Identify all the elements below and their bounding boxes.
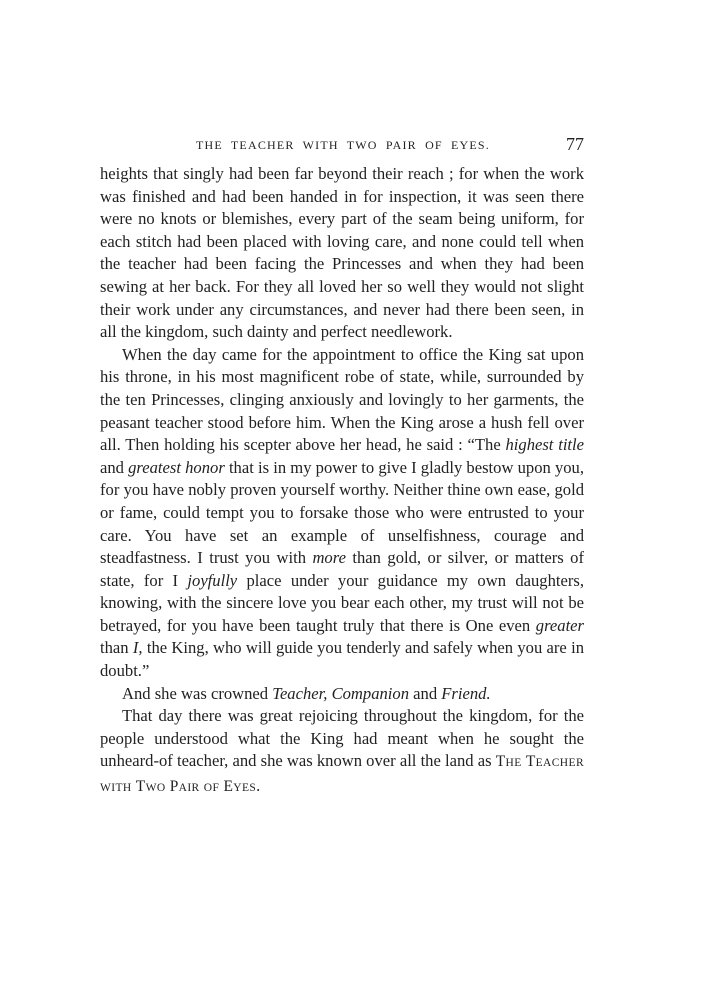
page-number: 77: [566, 134, 584, 154]
text-run: When the day came for the appointment to office the King sat upon his throne, in his most magnificent robe of state, while, surrounded by the ten Princesses, clinging anxiously and lovingly to her garments, the peasant teacher stood before him. When the King arose a hush fell over all. Then holding his scepter above her head, he said : “The: [100, 344, 584, 455]
text-run: than: [100, 638, 133, 658]
paragraph-3: [100, 683, 584, 706]
running-header: [100, 134, 586, 158]
sc-cap: T: [135, 778, 146, 796]
text-run: place under your guidance my own daughters, knowing, with the sincere love you bear each other, my trust will not be betrayed, for you have been taught truly that there is One even: [100, 570, 584, 635]
sc-cap: T: [525, 753, 536, 771]
paragraph-2: [100, 344, 584, 683]
sc-rest: EACHER: [535, 757, 585, 770]
text-run: and: [100, 457, 129, 477]
sc-rest: OF: [203, 782, 220, 795]
body-text: [100, 163, 584, 800]
text-run: than gold, or silver, or matters of state, for I: [100, 548, 584, 590]
sc-cap: P: [169, 778, 179, 796]
sc-cap: E: [223, 778, 234, 796]
text-run: and: [409, 683, 442, 703]
paragraph-1-text: heights that singly had been far beyond their reach ; for when the work was finished and had been handed in for inspection, it was seen there were no knots or blemishes, every part of the seam being uniform, for each stitch had been placed with loving care, and none could tell when the teacher had been facing the Princesses and when they had been sewing at her back. For they all loved her so well they would not slight their work under any circumstances, and never had there been seen, in all the kingdom, such dainty and perfect needlework.: [100, 164, 584, 342]
sc-rest: YES: [233, 782, 257, 795]
text-run: .: [256, 776, 261, 796]
sc-rest: AIR: [178, 782, 200, 795]
text-run: that is in my power to give I gladly bestow upon you, for you have nobly proven yourself worthy. Neither thine own ease, gold or fame, could tempt you to forsake those who were entrusted to your care. You have set an example of unselfishness, courage and steadfastness. I trust you with: [100, 457, 584, 568]
italic-run: Teacher,: [272, 683, 328, 703]
sc-rest: HE: [505, 757, 522, 770]
italic-run: I,: [132, 638, 143, 658]
sc-rest: WO: [145, 782, 166, 795]
text-run: That day there was great rejoicing throughout the kingdom, for the people understood what the King had meant when he sought the unheard-of teacher, and she was known over all the land as: [100, 706, 584, 771]
sc-cap: T: [495, 753, 506, 771]
italic-run: greater: [535, 615, 584, 635]
paragraph-4: [100, 705, 584, 799]
running-title: THE TEACHER WITH TWO PAIR OF EYES.: [195, 138, 491, 152]
italic-run: joyfully: [187, 570, 238, 590]
italic-run: greatest honor: [128, 457, 225, 477]
italic-run: highest title: [505, 435, 585, 455]
text-run: the King, who will guide you tenderly and safely when you are in doubt.”: [100, 638, 584, 681]
italic-run: Friend.: [441, 683, 491, 703]
italic-run: more: [312, 548, 346, 568]
text-run: And she was crowned: [122, 683, 273, 703]
paragraph-1: [100, 163, 584, 344]
italic-run: Companion: [331, 683, 410, 703]
sc-rest: WITH: [100, 782, 132, 795]
